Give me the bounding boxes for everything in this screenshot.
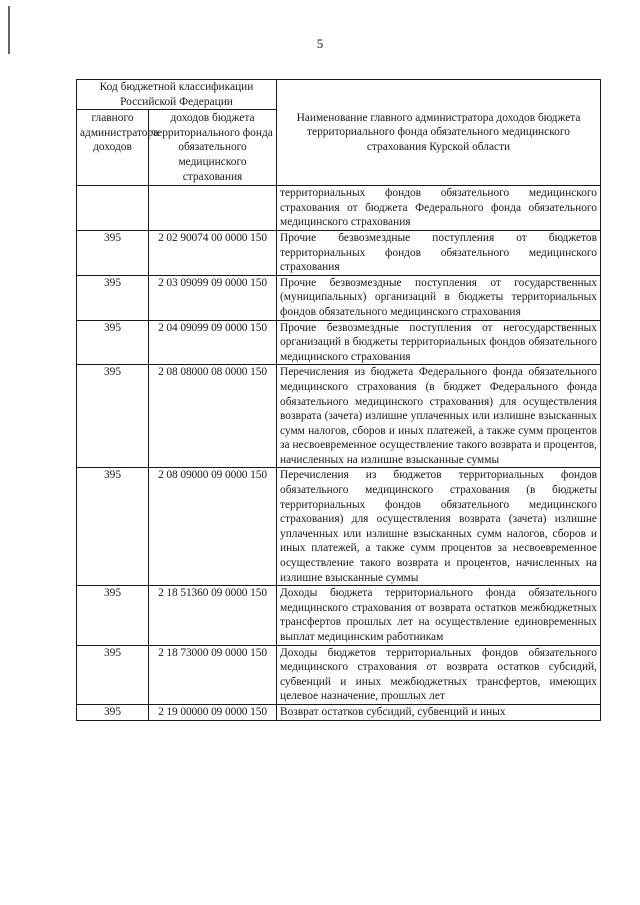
cell-revenue-name: Прочие безвозмездные поступления от негосударственных организаций в бюджеты территориальных фондов обязательного медицинского страхования bbox=[277, 320, 601, 365]
cell-revenue-code: 2 19 00000 09 0000 150 bbox=[149, 704, 277, 720]
page-number: 5 bbox=[316, 36, 324, 51]
cell-revenue-code: 2 08 09000 09 0000 150 bbox=[149, 468, 277, 586]
cell-admin-code: 395 bbox=[77, 275, 149, 320]
table-header-row-group bbox=[77, 80, 601, 110]
cell-revenue-code bbox=[149, 186, 277, 231]
cell-revenue-name: Доходы бюджета территориального фонда обязательного медицинского страхования от возврата остатков межбюджетных трансфертов прошлых лет на осуществление единовременных выплат медицинским работникам bbox=[277, 586, 601, 645]
cell-revenue-name: Доходы бюджетов территориальных фондов обязательного медицинского страхования от возврата остатков субсидий, субвенций и иных межбюджетных трансфертов, имеющих целевое назначение, прошлых лет bbox=[277, 645, 601, 704]
cell-admin-code: 395 bbox=[77, 365, 149, 468]
cell-admin-code: 395 bbox=[77, 468, 149, 586]
header-group-title: Код бюджетной классификации Российской Федерации bbox=[77, 80, 277, 110]
table-body bbox=[77, 186, 601, 720]
table-row bbox=[77, 586, 601, 645]
table-row bbox=[77, 365, 601, 468]
cell-revenue-name: Прочие безвозмездные поступления от бюджетов территориальных фондов обязательного медицинского страхования bbox=[277, 230, 601, 275]
cell-admin-code: 395 bbox=[77, 230, 149, 275]
cell-revenue-name: территориальных фондов обязательного медицинского страхования от бюджета Федерального фонда обязательного медицинского страхования bbox=[277, 186, 601, 231]
budget-classification-table bbox=[76, 79, 601, 721]
header-main-admin-column: главного администратора доходов bbox=[77, 110, 149, 186]
header-admin-name-column: Наименование главного администратора доходов бюджета территориального фонда обязательного медицинского страхования Курской области bbox=[277, 80, 601, 186]
table-row bbox=[77, 230, 601, 275]
cell-admin-code bbox=[77, 186, 149, 231]
cell-revenue-code: 2 04 09099 09 0000 150 bbox=[149, 320, 277, 365]
cell-revenue-code: 2 02 90074 00 0000 150 bbox=[149, 230, 277, 275]
cell-revenue-name: Перечисления из бюджета Федерального фонда обязательного медицинского страхования (в бюджет Федерального фонда обязательного медицинского страхования) для осуществления возврата (зачета) излишне уплаченных или излишне взысканных сумм налогов, сборов и иных платежей, а также сумм процентов за несвоевременное осуществление такого возврата и процентов, начисленных на излишне взысканные суммы bbox=[277, 365, 601, 468]
table-row bbox=[77, 186, 601, 231]
header-revenue-code-column: доходов бюджета территориального фонда обязательного медицинского страхования bbox=[149, 110, 277, 186]
table-row bbox=[77, 704, 601, 720]
cell-revenue-name: Прочие безвозмездные поступления от государственных (муниципальных) организаций в бюджеты территориальных фондов обязательного медицинского страхования bbox=[277, 275, 601, 320]
cell-revenue-code: 2 03 09099 09 0000 150 bbox=[149, 275, 277, 320]
cell-revenue-code: 2 08 08000 08 0000 150 bbox=[149, 365, 277, 468]
table-row bbox=[77, 468, 601, 586]
cell-admin-code: 395 bbox=[77, 704, 149, 720]
cell-revenue-name: Возврат остатков субсидий, субвенций и иных bbox=[277, 704, 601, 720]
table-row bbox=[77, 645, 601, 704]
cell-admin-code: 395 bbox=[77, 320, 149, 365]
cell-revenue-name: Перечисления из бюджетов территориальных фондов обязательного медицинского страхования (в бюджеты территориальных фондов обязательного медицинского страхования) для осуществления возврата (зачета) излишне уплаченных или излишне взысканных сумм налогов, сборов и иных платежей, а также сумм процентов за несвоевременное осуществление такого возврата и процентов, начисленных на излишне взысканные суммы bbox=[277, 468, 601, 586]
cell-revenue-code: 2 18 73000 09 0000 150 bbox=[149, 645, 277, 704]
table-row bbox=[77, 320, 601, 365]
cell-admin-code: 395 bbox=[77, 586, 149, 645]
cell-revenue-code: 2 18 51360 09 0000 150 bbox=[149, 586, 277, 645]
table-row bbox=[77, 275, 601, 320]
cell-admin-code: 395 bbox=[77, 645, 149, 704]
